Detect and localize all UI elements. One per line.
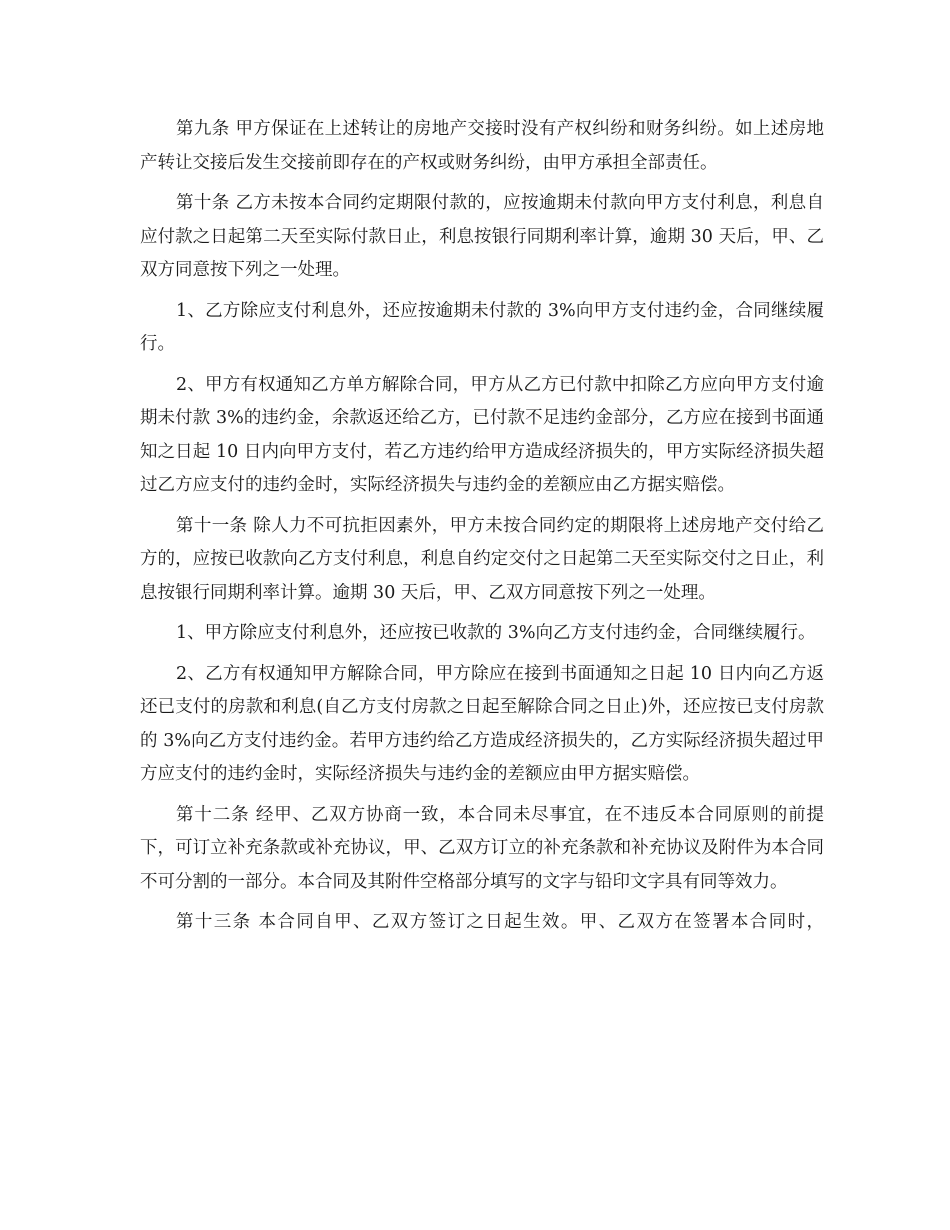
article-11-item-1: 1、甲方除应支付利息外，还应按已收款的 3%向乙方支付违约金，合同继续履行。 [176, 623, 816, 643]
article-11-item-2: 2、乙方有权通知甲方解除合同，甲方除应在接到书面通知之日起 10 日内向乙方返还已支付的房款和利息(自乙方支付房款之日起至解除合同之日止)外，还应按已支付房款的 3%向乙方支付违约金。若甲方违约给乙方造成经济损失的，乙方实际经济损失超过甲方应支付的违约金时，实际经济损失与违约金的差额应由甲方据实赔偿。 [140, 663, 824, 784]
article-12-paragraph: 第十二条 经甲、乙双方协商一致，本合同未尽事宜，在不违反本合同原则的前提下，可订立补充条款或补充协议，甲、乙双方订立的补充条款和补充协议及附件为本合同不可分割的一部分。本合同及其附件空格部分填写的文字与铅印文字具有同等效力。 [140, 804, 824, 892]
article-10-item-2: 2、甲方有权通知乙方单方解除合同，甲方从乙方已付款中扣除乙方应向甲方支付逾期未付款 3%的违约金，余款返还给乙方，已付款不足违约金部分，乙方应在接到书面通知之日起 10 日内向甲方支付，若乙方违约给甲方造成经济损失的，甲方实际经济损失超过乙方应支付的违约金时，实际经济损失与违约金的差额应由乙方据实赔偿。 [140, 374, 824, 495]
contract-body [140, 113, 824, 947]
article-9-paragraph: 第九条 甲方保证在上述转让的房地产交接时没有产权纠纷和财务纠纷。如上述房地产转让交接后发生交接前即存在的产权或财务纠纷，由甲方承担全部责任。 [140, 119, 824, 173]
article-10-paragraph: 第十条 乙方未按本合同约定期限付款的，应按逾期未付款向甲方支付利息，利息自应付款之日起第二天至实际付款日止，利息按银行同期利率计算，逾期 30 天后，甲、乙双方同意按下列之一处理。 [140, 193, 824, 280]
article-11-paragraph: 第十一条 除人力不可抗拒因素外，甲方未按合同约定的期限将上述房地产交付给乙方的，应按已收款向乙方支付利息，利息自约定交付之日起第二天至实际交付之日止，利息按银行同期利率计算。逾期 30 天后，甲、乙双方同意按下列之一处理。 [140, 515, 824, 603]
article-10-item-1: 1、乙方除应支付利息外，还应按逾期未付款的 3%向甲方支付违约金，合同继续履行。 [140, 300, 824, 354]
article-13-paragraph: 第十三条 本合同自甲、乙双方签订之日起生效。甲、乙双方在签署本合同时， [176, 912, 824, 932]
